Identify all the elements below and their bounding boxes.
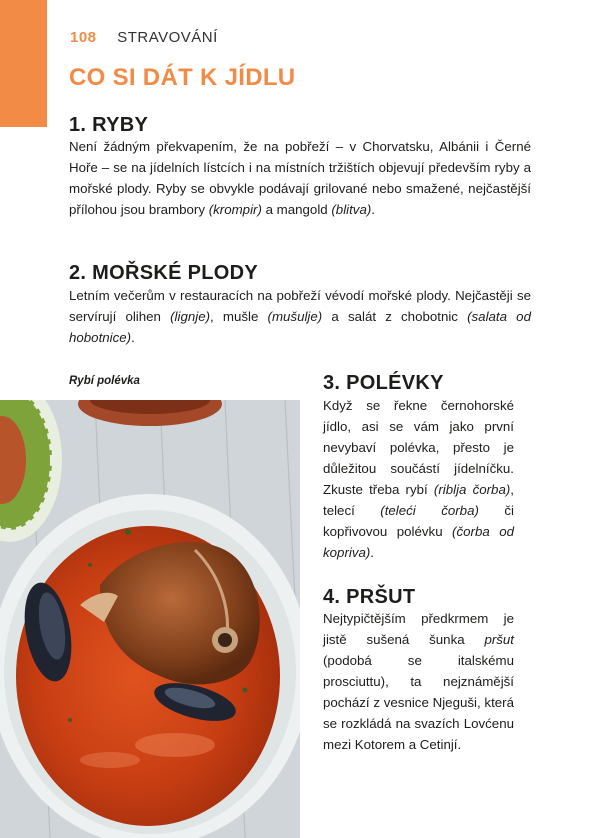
heading-ryby: 1. RYBY <box>69 114 149 136</box>
photo-caption: Rybí polévka <box>69 375 140 387</box>
section-name: STRAVOVÁNÍ <box>117 29 218 46</box>
paragraph-ryby: Není žádným překvapením, že na pobřeží – v Chorvatsku, Albánii i Černé Hoře – se na jídelních lístcích i na místních tržištích objevují především ryby a mořské plody. Ryby se obvykle podávají grilované nebo smažené, nejčastější přílohou jsou brambory (krompir) a mangold (blitva). <box>69 139 531 217</box>
paragraph-prsut: Nejtypičtějším předkrmem je jistě sušená šunka pršut (podobá se italskému prosciuttu), ta nejznámější pochází z vesnice Njeguši, která se rozkládá na svazích Lovćenu mezi Kotorem a Cetinjí. <box>323 611 514 752</box>
page-number: 108 <box>70 29 97 46</box>
paragraph-morske-plody: Letním večerům v restauracích na pobřeží vévodí mořské plody. Nejčastěji se servírují olihen (lignje), mušle (mušulje) a salát z chobotnic (salata od hobotnice). <box>69 288 531 345</box>
chapter-tab <box>0 0 47 127</box>
paragraph-polevky: Když se řekne černohorské jídlo, asi se vám jako první nevybaví polévka, přesto je důležitou součástí jídelníčku. Zkuste třeba rybí (riblja čorba), telecí (teleći čorba) či kopřivovou polévku (čorba od kopriva). <box>323 398 514 560</box>
page-title: CO SI DÁT K JÍDLU <box>69 64 296 91</box>
heading-prsut: 4. PRŠUT <box>323 586 416 608</box>
running-header <box>70 29 218 46</box>
heading-morske-plody: 2. MOŘSKÉ PLODY <box>69 262 258 284</box>
heading-polevky: 3. POLÉVKY <box>323 372 444 394</box>
fish-soup-photo <box>0 400 300 838</box>
